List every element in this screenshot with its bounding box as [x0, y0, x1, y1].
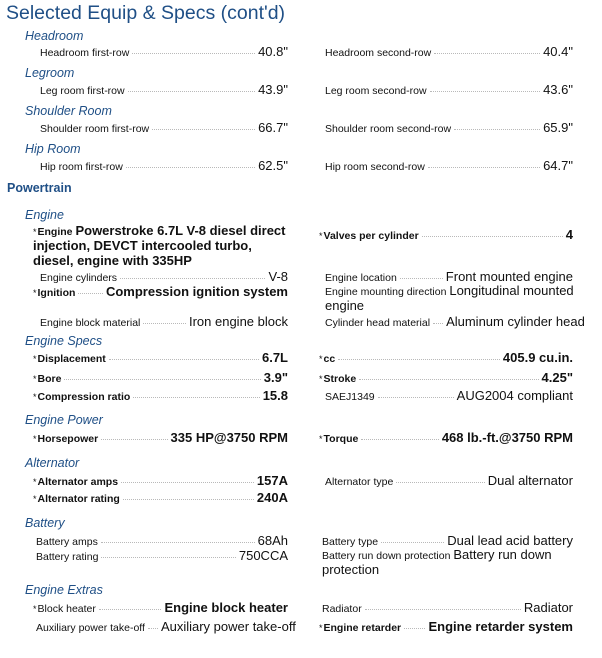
- spec-legroom-first: Leg room first-row 43.9": [40, 82, 288, 97]
- spec-cylinder-head-material: Cylinder head material Aluminum cylinder head: [325, 314, 585, 329]
- spec-battery-type: Battery type Dual lead acid battery: [322, 533, 573, 548]
- spec-alternator-rating: * Alternator rating 240A: [33, 490, 288, 505]
- section-engine: Engine: [25, 208, 64, 222]
- spec-displacement: * Displacement 6.7L: [33, 350, 288, 365]
- spec-engine-mounting: Engine mounting direction Longitudinal mounted engine: [325, 283, 574, 313]
- spec-engine: *Engine Powerstroke 6.7L V-8 diesel direct injection, DEVCT intercooled turbo, diesel, engine with 335HP: [33, 223, 286, 268]
- spec-horsepower: * Horsepower 335 HP@3750 RPM: [33, 430, 288, 445]
- spec-cc: * cc 405.9 cu.in.: [319, 350, 573, 365]
- spec-battery-run-down: Battery run down protection Battery run down protection: [322, 547, 552, 577]
- spec-engine-retarder: * Engine retarder Engine retarder system: [319, 619, 573, 634]
- spec-legroom-second: Leg room second-row 43.6": [325, 82, 573, 97]
- spec-engine-cylinders: Engine cylinders V-8: [40, 269, 288, 284]
- spec-engine-location: Engine location Front mounted engine: [325, 269, 573, 284]
- section-engine-specs: Engine Specs: [25, 334, 103, 348]
- spec-ignition: * Ignition Compression ignition system: [33, 284, 288, 299]
- spec-valves-per-cylinder: * Valves per cylinder 4: [319, 227, 573, 242]
- spec-engine-block-material: Engine block material Iron engine block: [40, 314, 288, 329]
- page-title: Selected Equip & Specs (cont'd): [6, 2, 286, 24]
- spec-alternator-amps: * Alternator amps 157A: [33, 473, 288, 488]
- section-engine-power: Engine Power: [25, 413, 103, 427]
- spec-stroke: * Stroke 4.25": [319, 370, 573, 385]
- section-engine-extras: Engine Extras: [25, 583, 103, 597]
- section-headroom: Headroom: [25, 29, 84, 43]
- spec-shoulder-second: Shoulder room second-row 65.9": [325, 120, 573, 135]
- spec-radiator: Radiator Radiator: [322, 600, 573, 615]
- spec-compression-ratio: * Compression ratio 15.8: [33, 388, 288, 403]
- spec-alternator-type: Alternator type Dual alternator: [325, 473, 573, 488]
- spec-battery-rating: Battery rating 750CCA: [36, 548, 288, 563]
- section-battery: Battery: [25, 516, 65, 530]
- spec-torque: * Torque 468 lb.-ft.@3750 RPM: [319, 430, 573, 445]
- spec-headroom-first: Headroom first-row 40.8": [40, 44, 288, 59]
- spec-saej1349: SAEJ1349 AUG2004 compliant: [325, 388, 573, 403]
- spec-block-heater: * Block heater Engine block heater: [33, 600, 288, 615]
- spec-hip-first: Hip room first-row 62.5": [40, 158, 288, 173]
- spec-auxiliary-pto: Auxiliary power take-off Auxiliary power take-off: [36, 619, 296, 634]
- spec-bore: * Bore 3.9": [33, 370, 288, 385]
- spec-shoulder-first: Shoulder room first-row 66.7": [40, 120, 288, 135]
- section-powertrain: Powertrain: [7, 181, 72, 195]
- spec-battery-amps: Battery amps 68Ah: [36, 533, 288, 548]
- section-hip-room: Hip Room: [25, 142, 81, 156]
- section-alternator: Alternator: [25, 456, 80, 470]
- spec-headroom-second: Headroom second-row 40.4": [325, 44, 573, 59]
- section-shoulder-room: Shoulder Room: [25, 104, 112, 118]
- section-legroom: Legroom: [25, 66, 75, 80]
- spec-hip-second: Hip room second-row 64.7": [325, 158, 573, 173]
